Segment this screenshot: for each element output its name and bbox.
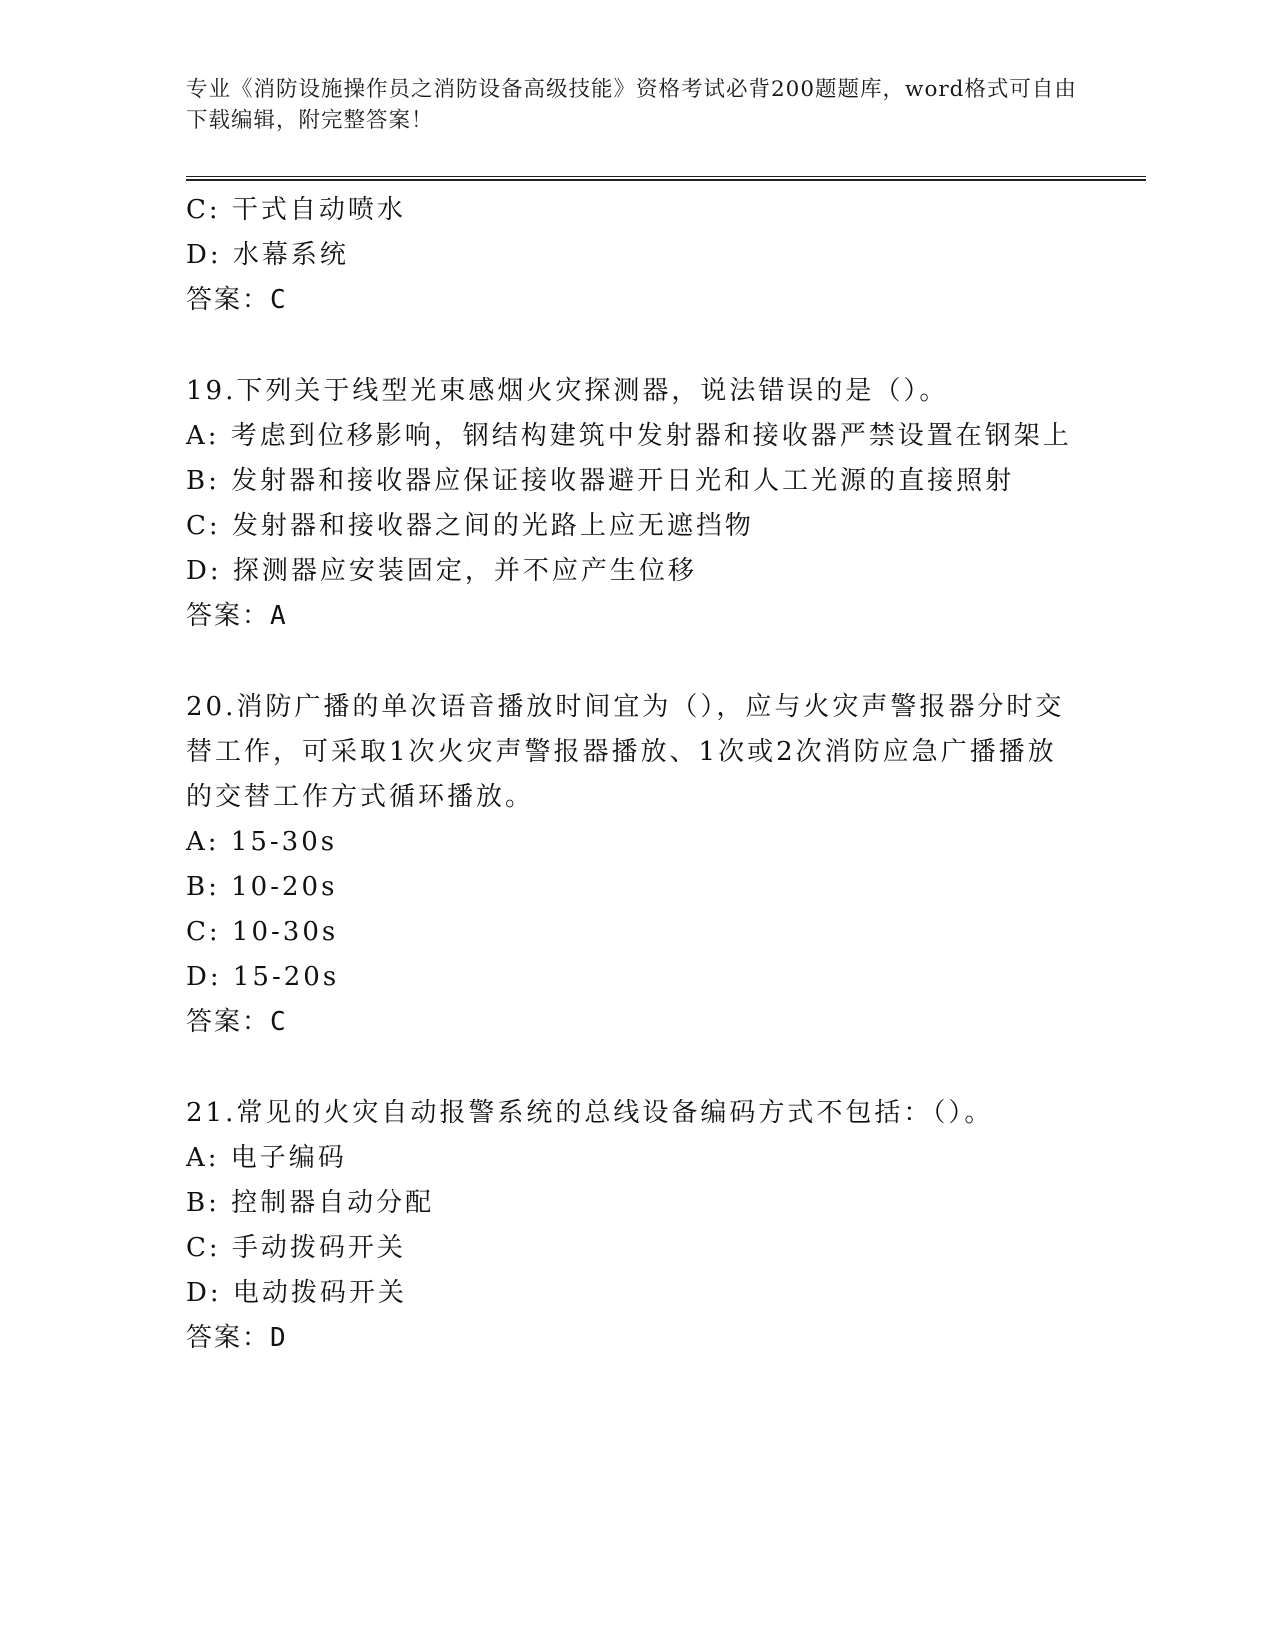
option-b: B: 发射器和接收器应保证接收器避开日光和人工光源的直接照射 [186,466,1015,496]
option-b: B: 控制器自动分配 [186,1188,435,1218]
question-stem: 19.下列关于线型光束感烟火灾探测器，说法错误的是（）。 [186,376,949,406]
option-a: A: 15-30s [186,827,338,857]
header-divider [186,176,1146,181]
answer-line: 答案：C [186,1007,288,1037]
option-d: D: 探测器应安装固定，并不应产生位移 [186,556,697,586]
option-d: D: 15-20s [186,962,340,992]
option-c: C: 10-30s [186,917,339,947]
question-content [186,188,1086,1361]
question-20 [186,685,1086,1045]
question-stem: 21.常见的火灾自动报警系统的总线设备编码方式不包括：（）。 [186,1098,994,1128]
option-b: B: 10-20s [186,872,338,902]
option-c: C: 手动拨码开关 [186,1233,406,1263]
answer-line: 答案：D [186,1323,288,1353]
question-21 [186,1091,1086,1361]
answer-line: 答案：A [186,601,288,631]
answer-line: 答案：C [186,285,288,315]
document-header: 专业《消防设施操作员之消防设备高级技能》资格考试必背200题题库，word格式可自由下载编辑，附完整答案！ [186,77,1077,133]
option-d: D: 水幕系统 [186,240,349,270]
option-d: D: 电动拨码开关 [186,1278,407,1308]
option-a: A: 电子编码 [186,1143,347,1173]
option-c: C: 干式自动喷水 [186,195,406,225]
question-stem: 20.消防广播的单次语音播放时间宜为（），应与火灾声警报器分时交替工作，可采取1次火灾声警报器播放、1次或2次消防应急广播播放的交替工作方式循环播放。 [186,692,1065,812]
option-c: C: 发射器和接收器之间的光路上应无遮挡物 [186,511,754,541]
question-18-tail [186,188,1086,323]
question-19 [186,369,1086,639]
option-a: A: 考虑到位移影响，钢结构建筑中发射器和接收器严禁设置在钢架上 [186,421,1072,451]
